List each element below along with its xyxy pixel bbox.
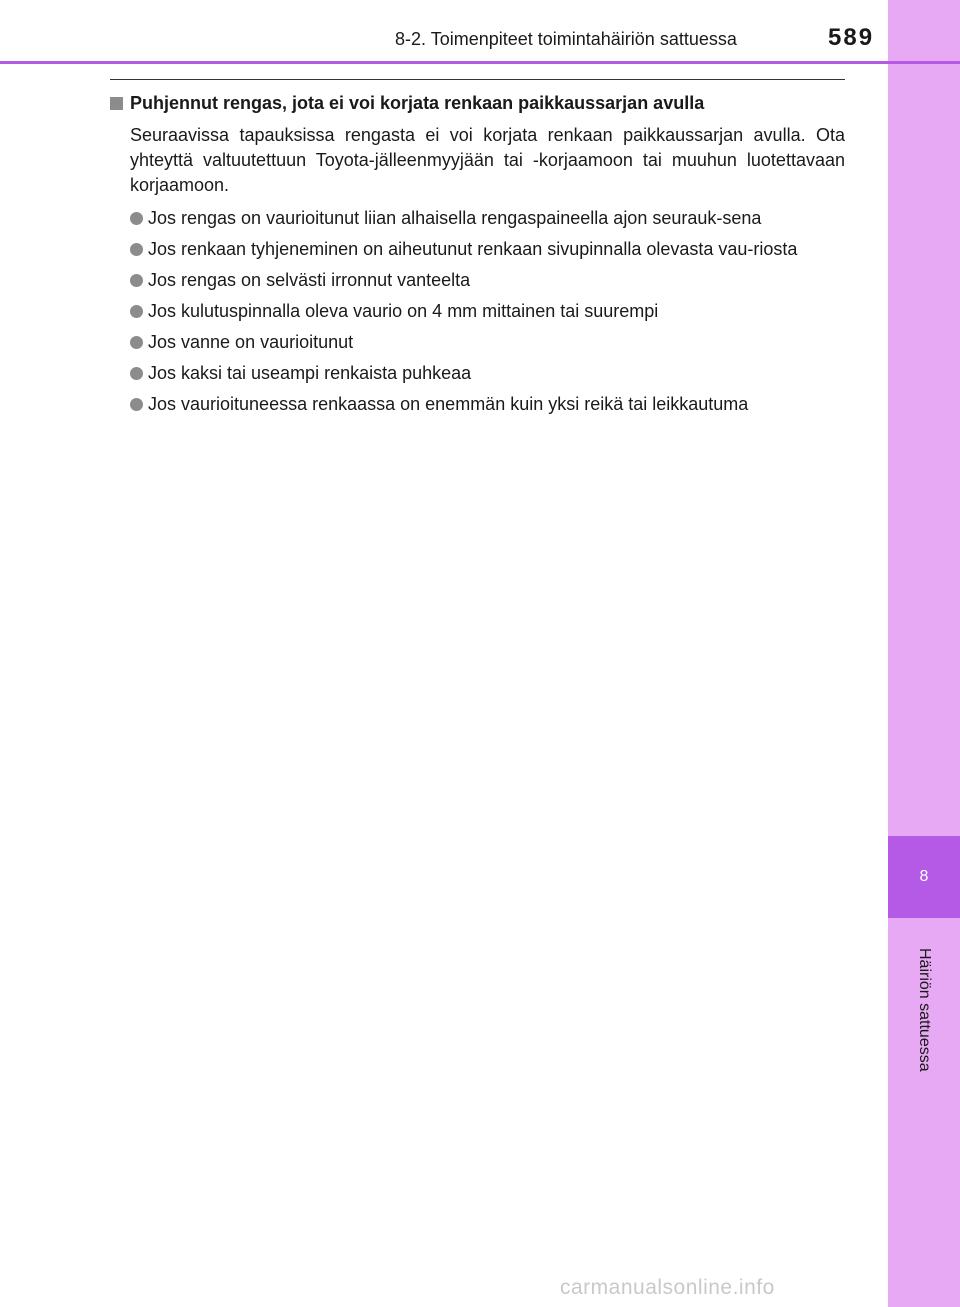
- list-item: [128, 206, 845, 231]
- list-item-text: Jos renkaan tyhjeneminen on aiheutunut renkaan sivupinnalla olevasta vau-riosta: [148, 239, 798, 259]
- chapter-number: 8: [919, 868, 929, 885]
- list-item-text: Jos vanne on vaurioitunut: [148, 332, 354, 352]
- list-item: [128, 237, 845, 262]
- list-item: [128, 361, 845, 386]
- chapter-label: Häiriön sattuessa: [916, 948, 933, 1072]
- list-item: [128, 392, 845, 417]
- list-item-text: Jos kaksi tai useampi renkaista puhkeaa: [148, 363, 472, 383]
- chapter-number-tab: [888, 836, 960, 918]
- chapter-side-tab: [888, 0, 960, 1307]
- section-heading: [110, 91, 845, 116]
- list-item: [128, 299, 845, 324]
- header-divider: [0, 61, 960, 64]
- square-bullet-icon: [110, 97, 123, 110]
- round-bullet-icon: [130, 305, 143, 318]
- bullet-list: [110, 206, 845, 417]
- list-item: [128, 268, 845, 293]
- section-intro: Seuraavissa tapauksissa rengasta ei voi korjata renkaan paikkaussarjan avulla. Ota yhteyttä valtuutettuun Toyota-jälleenmyyjään tai -korjaamoon tai muuhun luotettavaan korjaamoon.: [130, 125, 845, 195]
- round-bullet-icon: [130, 243, 143, 256]
- round-bullet-icon: [130, 274, 143, 287]
- page-header-title: 8-2. Toimenpiteet toimintahäiriön sattuessa: [395, 29, 737, 49]
- list-item-text: Jos rengas on selvästi irronnut vanteelta: [148, 270, 471, 290]
- round-bullet-icon: [130, 398, 143, 411]
- round-bullet-icon: [130, 367, 143, 380]
- chapter-label-tab: [888, 930, 960, 1090]
- site-watermark: carmanualsonline.info: [560, 1276, 775, 1299]
- list-item: [128, 330, 845, 355]
- list-item-text: Jos kulutuspinnalla oleva vaurio on 4 mm mittainen tai suurempi: [148, 301, 659, 321]
- section-heading-text: Puhjennut rengas, jota ei voi korjata renkaan paikkaussarjan avulla: [130, 93, 705, 113]
- round-bullet-icon: [130, 336, 143, 349]
- list-item-text: Jos vaurioituneessa renkaassa on enemmän kuin yksi reikä tai leikkautuma: [148, 394, 749, 414]
- round-bullet-icon: [130, 212, 143, 225]
- page-number: 589: [828, 24, 875, 51]
- section-divider: [110, 79, 845, 80]
- section-content: [110, 91, 845, 423]
- list-item-text: Jos rengas on vaurioitunut liian alhaisella rengaspaineella ajon seurauk-sena: [148, 208, 762, 228]
